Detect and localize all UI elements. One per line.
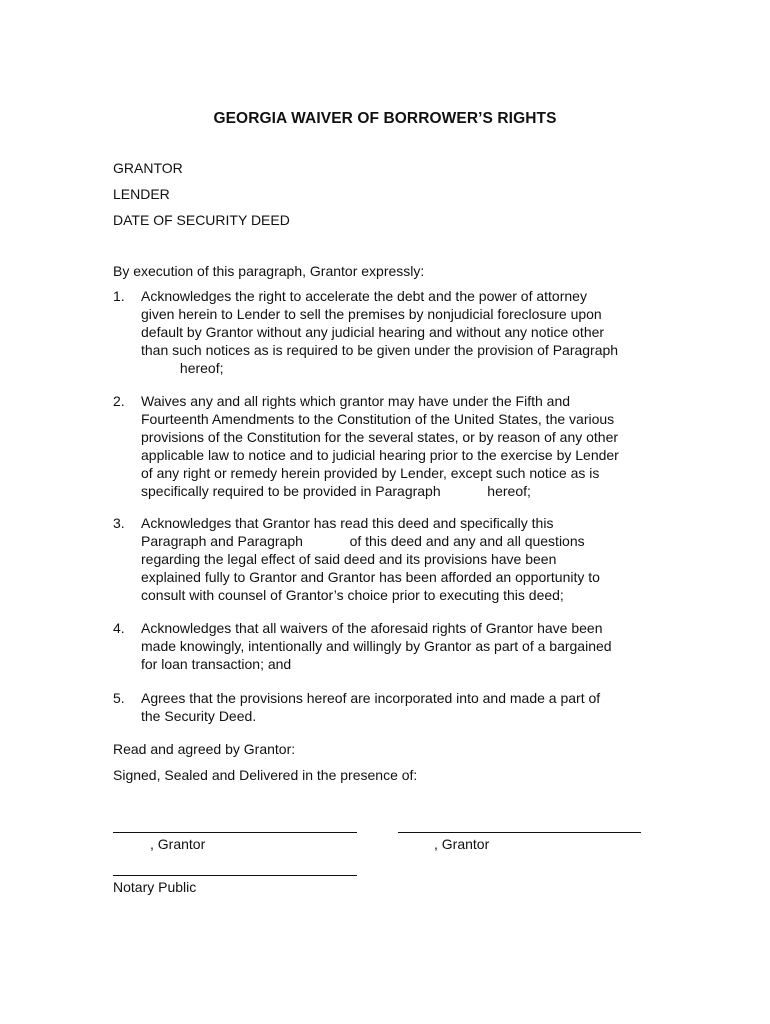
grantor-label-left: , Grantor	[150, 836, 206, 852]
list-item-text: Acknowledges that all waivers of the aforesaid rights of Grantor have been made knowingly, intentionally and willingly by Grantor as part of a bargained for loan transaction; and	[141, 620, 612, 672]
list-item-number: 1.	[113, 288, 125, 304]
list-item-number: 5.	[113, 690, 125, 706]
list-item-text: Acknowledges the right to accelerate the debt and the power of attorney given herein to Lender to sell the premises by nonjudicial foreclosure upon default by Grantor without any judicial hearing and without any notice other than such notices as is required to be given under the provision of Paragraph hereof;	[141, 288, 619, 376]
list-item-number: 3.	[113, 515, 125, 531]
grantor-signature-line-left[interactable]	[113, 832, 357, 833]
document-title: GEORGIA WAIVER OF BORROWER’S RIGHTS	[213, 110, 557, 127]
list-item	[113, 514, 673, 604]
list-item-number: 2.	[113, 393, 125, 409]
list-item-text: Agrees that the provisions hereof are incorporated into and made a part of the Security Deed.	[141, 690, 601, 724]
list-item	[113, 689, 673, 725]
list-item	[113, 287, 673, 377]
notary-label: Notary Public	[113, 879, 197, 895]
grantor-signature-line-right[interactable]	[398, 832, 641, 833]
grantor-label-right: , Grantor	[434, 836, 490, 852]
field-lender: LENDER	[113, 186, 170, 202]
list-item	[113, 392, 673, 500]
field-date-of-security-deed: DATE OF SECURITY DEED	[113, 212, 290, 228]
list-item	[113, 619, 673, 673]
field-grantor: GRANTOR	[113, 160, 183, 176]
read-agreed-text: Read and agreed by Grantor:	[113, 741, 296, 757]
list-item-number: 4.	[113, 620, 125, 636]
notary-signature-line[interactable]	[113, 875, 357, 876]
intro-text: By execution of this paragraph, Grantor expressly:	[113, 263, 425, 279]
list-item-text: Acknowledges that Grantor has read this deed and specifically this Paragraph and Paragraph of this deed and any and all questions regarding the legal effect of said deed and its provisions have been explained fully to Grantor and Grantor has been afforded an opportunity to consult with counsel of Grantor’s choice prior to executing this deed;	[141, 515, 600, 603]
list-item-text: Waives any and all rights which grantor may have under the Fifth and Fourteenth Amendments to the Constitution of the United States, the various provisions of the Constitution for the several states, or by reason of any other applicable law to notice and to judicial hearing prior to the exercise by Lender of any right or remedy herein provided by Lender, except such notice as is specifically required to be provided in Paragraph hereof;	[141, 393, 619, 499]
signed-sealed-text: Signed, Sealed and Delivered in the presence of:	[113, 767, 418, 783]
